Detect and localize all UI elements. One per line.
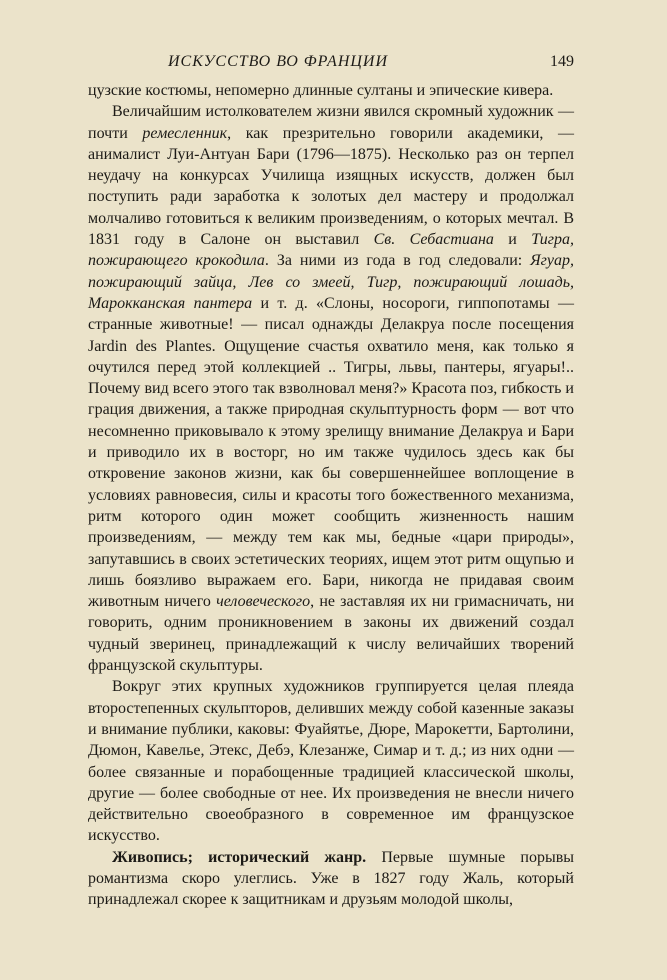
text-run: , как презрительно говорили академики, — анималист Луи-Антуан Бари (1796—1875). Несколько раз он терпел неудачу на конкурсах Училища изящных искусств, должен был поступить ради заработка к золотых дел мастеру и продолжал молчаливо готовиться к великим произведениям, о которых мечтал. В 1831 году в Салоне он выставил xyxy=(88,124,575,249)
section-heading-run: Живопись; исторический жанр. xyxy=(112,848,367,866)
paragraph-barye xyxy=(88,101,574,676)
running-title: ИСКУССТВО ВО ФРАНЦИИ xyxy=(168,53,389,70)
page-number: 149 xyxy=(550,53,574,70)
italic-run: человеческого xyxy=(216,593,311,611)
page-header xyxy=(88,50,574,74)
paragraph-sculptors xyxy=(88,676,574,846)
text-run: и xyxy=(493,231,532,249)
text-run: цузские костюмы, непомерно длинные султаны и эпические кивера. xyxy=(88,82,554,99)
text-run: Вокруг этих крупных художников группируется целая плеяда второстепенных скульпторов, деливших между собой казенные заказы и внимание публики, каковы: Фуайятье, Дюре, Марокетти, Бартолини, Дюмон, Кавелье, Этекс, Дебэ, Клезанже, Симар и т. д.; из них одни — более связанные и порабощенные традицией классической школы, другие — более свободные от нее. Их произведения не внесли ничего действительно своеобразного в современное им французское искусство. xyxy=(88,678,574,845)
text-run: Первые шумные порывы романтизма скоро улеглись. Уже в 1827 году Жаль, который принадлежал скорее к защитникам и друзьям молодой школы, xyxy=(88,848,575,909)
italic-run: ремесленник xyxy=(142,124,228,142)
paragraph-continuation xyxy=(88,80,574,101)
text-run: и т. д. «Слоны, носороги, гиппопотамы — странные животные! — писал однажды Делакруа после посещения Jardin des Plantes. Ощущение счастья охватило меня, как только я очутился перед этой коллекцией .. Тигры, львы, пантеры, ягуары!.. Почему вид всего этого так взволновал меня?» Красота поз, гибкость и грация движения, а также природная скульптурность форм — вот что несомненно приковывало к этому зрелищу внимание Делакруа и Бари и приводило их в восторг, но им также чудилось здесь как бы откровение законов жизни, как бы совершеннейшее воплощение в условиях равновесия, силы и красоты того божественного механизма, ритм которого один может сообщить жизненность нашим произведениям, — между тем как мы, бедные «цари природы», запутавшись в своих эстетических теориях, ищем этот ритм ощупью и лишь боязливо выражаем его. Бари, никогда не придавая своим животным ничего xyxy=(88,294,574,611)
text-run: . За ними из года в год следовали: xyxy=(264,252,531,270)
text-run: Величайшим истолкователем жизни явился скромный художник — почти xyxy=(88,103,574,142)
body-text xyxy=(88,80,574,911)
italic-run: Св. Себастиана xyxy=(373,231,494,249)
paragraph-painting xyxy=(88,847,574,911)
text-run: , не заставляя их ни гримасничать, ни говорить, одним проникновением в законы их движений создал чудный зверинец, принадлежащий к числу величайших творений французской скульптуры. xyxy=(88,593,575,675)
italic-run: Ягуар, пожирающий зайца, Лев со змеей, Тигр, пожирающий лошадь, Марокканская пантера xyxy=(88,252,574,312)
italic-run: Тигра, пожирающего крокодила xyxy=(88,231,574,270)
